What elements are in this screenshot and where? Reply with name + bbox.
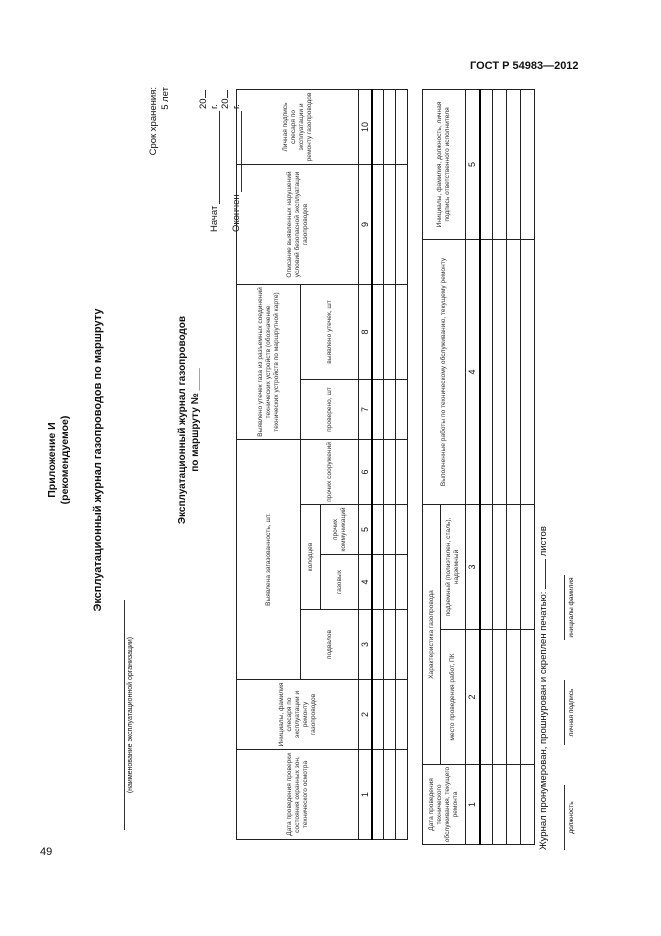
retention-period bbox=[148, 87, 172, 220]
journal-certification bbox=[538, 520, 549, 850]
col-header-violations: Описание выявленных нарушений условий безопасной эксплуатации газопроводов bbox=[237, 165, 359, 285]
col-header-gas-wells: газовых bbox=[321, 555, 359, 610]
org-caption: (наименование эксплуатационной организации) bbox=[124, 600, 134, 830]
col-number: 5 bbox=[466, 89, 480, 239]
group-header-pipeline: Характеристика газопровода bbox=[423, 504, 441, 764]
journal-title-line1: Эксплуатационный журнал газопроводов bbox=[177, 315, 188, 525]
year-suffix: г. bbox=[231, 104, 242, 109]
year-prefix: 20 bbox=[220, 98, 231, 109]
col-number: 5 bbox=[359, 505, 372, 555]
page-number: 49 bbox=[40, 846, 53, 858]
rotated-page-content bbox=[40, 60, 600, 860]
col-header-other-comms: прочих коммуникаций bbox=[321, 505, 359, 555]
table-row bbox=[396, 90, 408, 840]
maintenance-table bbox=[422, 89, 535, 845]
group-header-leaks: Выявлено утечек газа из разъемных соединений технических устройств (обозначение технических устройств по маршрутной карте) bbox=[237, 285, 301, 440]
appendix-note: (рекомендуемое) bbox=[59, 415, 71, 505]
col-header-responsible: Инициалы, фамилия, должность, личная подпись ответственного исполнителя bbox=[423, 89, 466, 239]
col-header-basements: подвалов bbox=[301, 610, 359, 680]
journal-title-line2: по маршруту № ____ bbox=[190, 368, 201, 472]
col-number: 4 bbox=[466, 239, 480, 504]
col-number: 3 bbox=[359, 610, 372, 680]
table-row bbox=[480, 89, 493, 844]
appendix-heading bbox=[46, 60, 72, 860]
col-header-maint-date: Дата проведения технического обслуживания, текущего ремонта bbox=[423, 765, 466, 845]
year-prefix: 20 bbox=[198, 98, 209, 109]
col-header-leaks-found: выявлено утечек, шт bbox=[301, 285, 359, 380]
table-row bbox=[493, 89, 507, 844]
started-row bbox=[198, 87, 220, 232]
finished-label: Окончен bbox=[231, 194, 242, 232]
table-row bbox=[521, 89, 535, 844]
table-row bbox=[384, 90, 396, 840]
col-number: 10 bbox=[359, 90, 372, 165]
col-header-fitter: Инициалы, фамилия слесаря по эксплуатации и ремонту газопроводов bbox=[237, 680, 359, 750]
group-header-wells: колодцев bbox=[301, 505, 321, 610]
col-header-other-structures: прочих сооружений bbox=[301, 440, 359, 505]
journal-title bbox=[176, 280, 202, 560]
table-row bbox=[507, 89, 521, 844]
col-number: 1 bbox=[359, 750, 372, 840]
year-suffix: г. bbox=[209, 104, 220, 109]
inspection-table bbox=[236, 89, 408, 840]
col-number: 2 bbox=[359, 680, 372, 750]
col-header-checked: проверено, шт bbox=[301, 380, 359, 440]
retention-value: 5 лет bbox=[160, 87, 171, 110]
col-number: 7 bbox=[359, 380, 372, 440]
started-label: Начат bbox=[209, 205, 220, 232]
signature-name: инициалы фамилия bbox=[564, 575, 575, 640]
retention-label: Срок хранения: bbox=[148, 87, 159, 156]
col-number: 9 bbox=[359, 165, 372, 285]
table-row bbox=[372, 90, 384, 840]
col-number: 2 bbox=[466, 630, 480, 765]
col-header-location: место проведения работ, ПК bbox=[441, 630, 466, 765]
col-header-pipe-type: подземный (полиэтилен, сталь), надземный bbox=[441, 504, 466, 629]
col-header-signature: Личная подпись слесаря по эксплуатации и ремонту газопроводов bbox=[237, 90, 359, 165]
col-number: 3 bbox=[466, 504, 480, 629]
signature-position: должность bbox=[564, 785, 575, 850]
signature-sign: личная подпись bbox=[564, 680, 575, 745]
col-number: 1 bbox=[466, 765, 480, 845]
appendix-title: Приложение И bbox=[46, 422, 58, 498]
col-number: 6 bbox=[359, 440, 372, 505]
sheets-unit: листов bbox=[538, 526, 549, 557]
col-header-works: Выполненные работы по техническому обслуживанию, текущему ремонту bbox=[423, 239, 466, 504]
col-number: 8 bbox=[359, 285, 372, 380]
standard-number: ГОСТ Р 54983—2012 bbox=[470, 60, 579, 72]
page-title: Эксплуатационный журнал газопроводов по маршруту bbox=[92, 308, 104, 612]
col-header-date: Дата проведения проверки состояния охранных зон, технического осмотра bbox=[237, 750, 359, 840]
group-header-gas: Выявлена загазованность, шт. bbox=[237, 440, 301, 680]
col-number: 4 bbox=[359, 555, 372, 610]
certification-text: Журнал пронумерован, прошнурован и скреплен печатью: bbox=[538, 591, 549, 850]
